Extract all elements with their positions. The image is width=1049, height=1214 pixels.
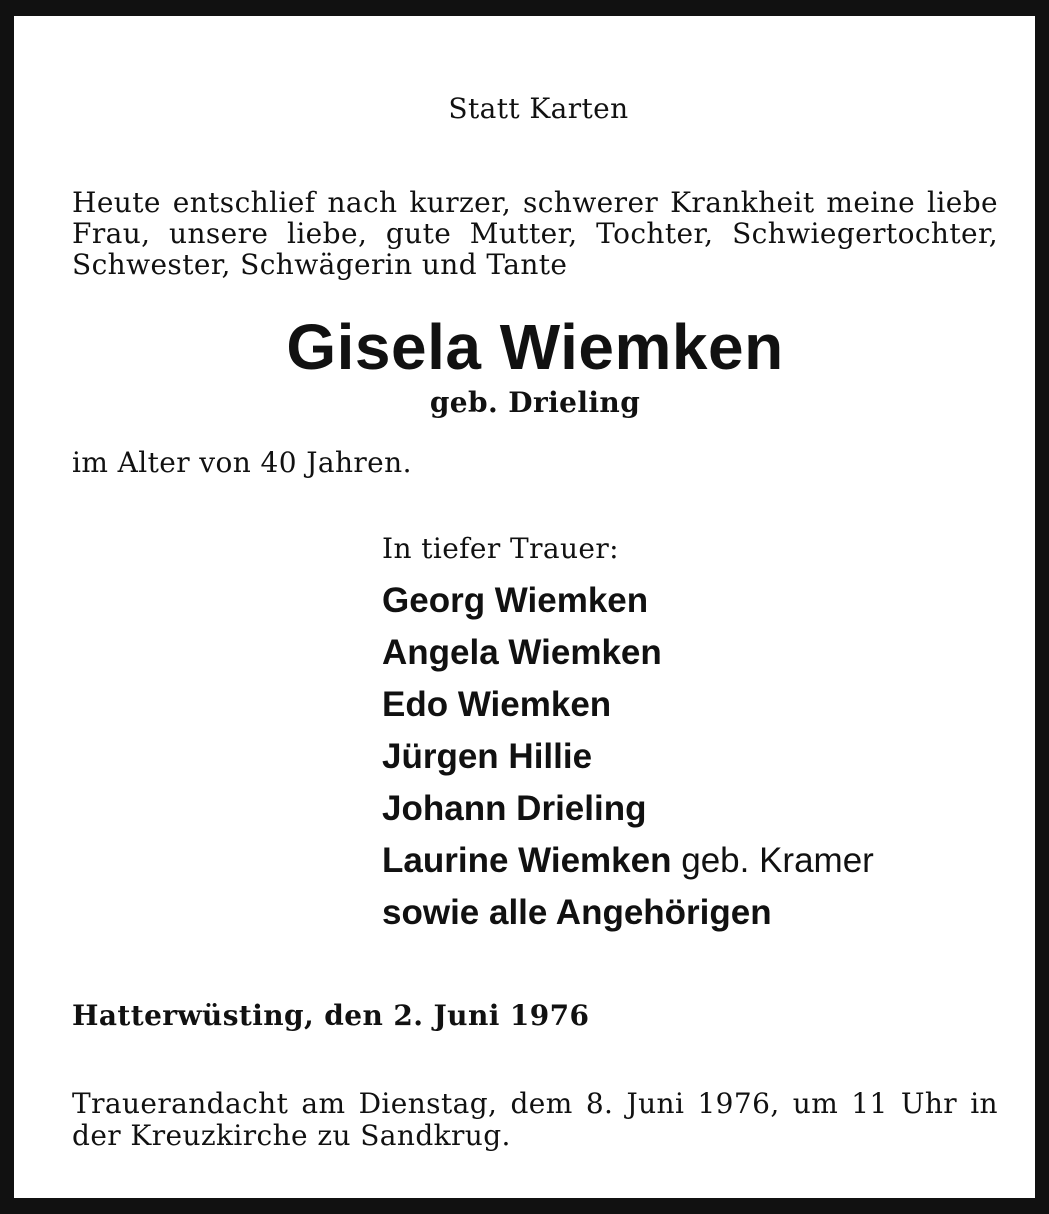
mourner-maiden-name: geb. Kramer bbox=[681, 841, 874, 880]
notice-header: Statt Karten bbox=[448, 92, 629, 125]
mourner-relatives: sowie alle Angehörigen bbox=[382, 893, 772, 932]
intro-line-1: Heute entschlief nach kurzer, schwerer Krankheit meine liebe bbox=[72, 186, 998, 219]
maiden-name: geb. Drieling bbox=[429, 386, 641, 419]
age-line: im Alter von 40 Jahren. bbox=[72, 446, 412, 479]
intro-line-2: Frau, unsere liebe, gute Mutter, Tochter, Schwiegertochter, bbox=[72, 217, 998, 250]
mourner-name: Edo Wiemken bbox=[382, 685, 612, 724]
service-line-2: der Kreuzkirche zu Sandkrug. bbox=[72, 1119, 511, 1152]
deceased-name: Gisela Wiemken bbox=[286, 311, 784, 383]
mourner-name: Laurine Wiemken bbox=[382, 841, 672, 880]
mourner-name: Johann Drieling bbox=[382, 789, 647, 828]
mourner-name: Jürgen Hillie bbox=[382, 737, 593, 776]
mourner-name: Angela Wiemken bbox=[382, 633, 662, 672]
place-date: Hatterwüsting, den 2. Juni 1976 bbox=[72, 999, 590, 1032]
mourner-name: Georg Wiemken bbox=[382, 581, 649, 620]
mourner-entry bbox=[382, 841, 874, 881]
mourning-heading: In tiefer Trauer: bbox=[382, 532, 619, 565]
intro-line-3: Schwester, Schwägerin und Tante bbox=[72, 248, 568, 281]
service-line-1: Trauerandacht am Dienstag, dem 8. Juni 1976, um 11 Uhr in bbox=[72, 1087, 998, 1120]
